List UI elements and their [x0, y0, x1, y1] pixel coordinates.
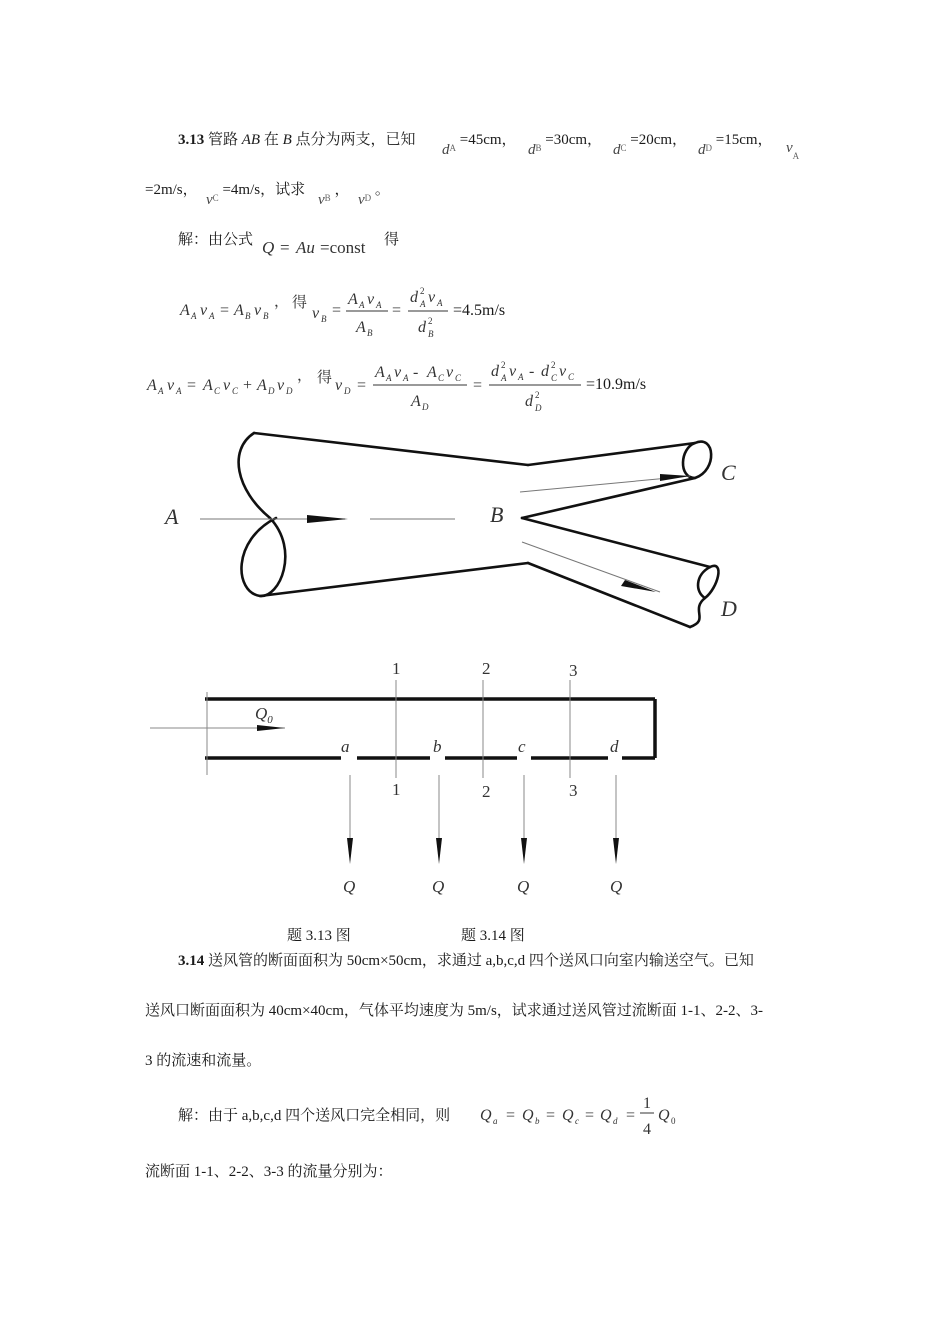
subscript: D: [705, 143, 712, 153]
svg-text:d: d: [491, 363, 499, 380]
pipe-name: AB: [241, 132, 261, 148]
caption-fig314: 题 3.14 图: [461, 928, 525, 944]
svg-text:A: A: [501, 373, 507, 383]
formula-equal-flow: [478, 1088, 688, 1140]
svg-text:A: A: [386, 373, 392, 383]
svg-text:A: A: [234, 302, 244, 319]
svg-text:A: A: [411, 393, 421, 410]
outflow-arrow-b: [436, 838, 442, 864]
result-vD: [586, 376, 646, 394]
section-top-2: 2: [482, 659, 491, 678]
separator: ，: [334, 182, 350, 198]
svg-text:得: 得: [292, 295, 308, 311]
svg-text:A: A: [427, 364, 437, 381]
svg-text:A: A: [376, 300, 382, 310]
inlet-outline: [239, 433, 286, 596]
svg-text:B: B: [321, 314, 327, 324]
svg-text:=: =: [280, 238, 290, 257]
svg-text:d: d: [541, 363, 549, 380]
outflow-label-b: Q: [432, 877, 445, 896]
problem-314-line3: 3 的流速和流量。: [145, 1053, 262, 1069]
svg-text:+: +: [243, 377, 253, 394]
symbol: v: [358, 192, 365, 208]
text: 点分为两支，已知: [295, 132, 416, 148]
svg-text:D: D: [286, 386, 293, 396]
svg-text:=const: =const: [320, 238, 366, 257]
svg-text:B: B: [263, 311, 269, 321]
symbol: d: [698, 142, 706, 158]
svg-text:d: d: [410, 289, 418, 306]
problem-314-last-line: 流断面 1-1、2-2、3-3 的流量分别为：: [145, 1164, 393, 1180]
label-c: C: [721, 460, 736, 485]
svg-text:A: A: [375, 364, 385, 381]
outflow-arrow-a: [347, 838, 353, 864]
svg-text:v: v: [167, 377, 175, 394]
svg-text:2: 2: [501, 360, 506, 370]
svg-text:，: ，: [274, 294, 290, 310]
svg-text:c: c: [575, 1116, 579, 1126]
problem-313-line2: [145, 178, 198, 199]
solution-313-suffix: [384, 228, 399, 249]
outlet-c-outline: [683, 442, 711, 478]
svg-text:D: D: [344, 386, 351, 396]
svg-text:A: A: [359, 300, 365, 310]
svg-text:，: ，: [297, 368, 313, 384]
figure-313-pipe: [150, 420, 770, 645]
svg-text:A: A: [158, 386, 164, 396]
outlet-label-b: b: [433, 737, 442, 756]
svg-text:Q: Q: [262, 238, 275, 257]
symbol: d: [613, 142, 621, 158]
svg-text:A: A: [403, 373, 409, 383]
given-dB: [528, 128, 603, 158]
label-b: B: [490, 502, 504, 527]
svg-text:v: v: [335, 377, 343, 394]
given-vA-symbol: [786, 140, 800, 161]
svg-text:v: v: [509, 363, 517, 380]
svg-text:A: A: [180, 302, 190, 319]
value: =20cm，: [630, 132, 688, 148]
svg-text:1: 1: [643, 1095, 651, 1112]
svg-text:v: v: [559, 363, 567, 380]
svg-text:v: v: [223, 377, 231, 394]
svg-text:2: 2: [420, 286, 425, 296]
svg-text:Q: Q: [562, 1107, 574, 1124]
svg-text:B: B: [428, 329, 434, 339]
subscript: A: [449, 143, 456, 153]
symbol: v: [786, 140, 793, 156]
value: =4.5m/s: [453, 302, 506, 319]
svg-text:-: -: [529, 363, 535, 380]
svg-text:A: A: [437, 298, 443, 308]
svg-text:-: -: [413, 364, 419, 381]
subscript: C: [212, 193, 219, 203]
svg-text:0: 0: [671, 1116, 676, 1126]
svg-text:v: v: [254, 302, 262, 319]
symbol: d: [528, 142, 536, 158]
svg-text:=: =: [332, 302, 342, 319]
svg-text:=: =: [220, 302, 230, 319]
svg-text:d: d: [525, 393, 533, 410]
outflow-arrow-d: [613, 838, 619, 864]
svg-text:=: =: [506, 1107, 516, 1124]
symbol: d: [442, 142, 450, 158]
svg-text:C: C: [455, 373, 462, 383]
outlet-label-c: c: [518, 737, 526, 756]
svg-text:=: =: [585, 1107, 595, 1124]
svg-text:=: =: [546, 1107, 556, 1124]
svg-text:Q: Q: [480, 1107, 492, 1124]
value: =2m/s，: [145, 182, 198, 198]
svg-text:C: C: [214, 386, 221, 396]
label-q0: $Q_0$: [255, 704, 273, 726]
svg-text:=: =: [473, 377, 483, 394]
svg-text:d: d: [613, 1116, 618, 1126]
text: 在: [263, 132, 279, 148]
svg-text:A: A: [147, 377, 157, 394]
svg-text:B: B: [367, 328, 373, 338]
svg-text:C: C: [438, 373, 445, 383]
svg-text:Q: Q: [522, 1107, 534, 1124]
section-bottom-3: 3: [569, 781, 578, 800]
svg-text:=: =: [626, 1107, 636, 1124]
svg-text:d: d: [418, 319, 426, 336]
svg-text:a: a: [493, 1116, 498, 1126]
svg-text:v: v: [200, 302, 208, 319]
subscript: D: [364, 193, 372, 203]
svg-text:A: A: [518, 372, 524, 382]
svg-text:A: A: [191, 311, 197, 321]
svg-text:2: 2: [535, 390, 540, 400]
flow-arrow-a: [307, 515, 348, 523]
value: =15cm，: [715, 132, 773, 148]
outflow-label-d: Q: [610, 877, 623, 896]
given-vC: [206, 178, 306, 208]
svg-text:B: B: [245, 311, 251, 321]
svg-text:得: 得: [317, 370, 333, 386]
svg-text:C: C: [232, 386, 239, 396]
separator: 。: [374, 182, 390, 198]
value: =45cm，: [459, 132, 517, 148]
svg-text:2: 2: [428, 316, 433, 326]
label-d: D: [721, 596, 737, 621]
svg-text:v: v: [446, 364, 454, 381]
given-dD: [698, 128, 773, 158]
svg-text:=: =: [357, 377, 367, 394]
svg-text:=: =: [187, 377, 197, 394]
point-name: B: [282, 132, 292, 148]
outflow-label-a: Q: [343, 877, 356, 896]
svg-text:A: A: [176, 386, 182, 396]
svg-text:A: A: [257, 377, 267, 394]
subscript: C: [620, 143, 627, 153]
svg-text:=: =: [392, 302, 402, 319]
unknown-vB: [318, 178, 350, 208]
svg-text:v: v: [277, 377, 285, 394]
solution-314-intro: 解：由于 a,b,c,d 四个送风口完全相同，则: [178, 1108, 451, 1124]
section-top-3: 3: [569, 661, 578, 680]
svg-text:Q: Q: [600, 1107, 612, 1124]
text: 管路: [208, 132, 239, 148]
subscript: B: [535, 143, 542, 153]
svg-text:v: v: [312, 305, 320, 322]
svg-text:4: 4: [643, 1121, 651, 1138]
problem-number: 3.14: [178, 953, 205, 969]
solution-313-intro: [178, 228, 253, 249]
problem-number: 3.13: [178, 132, 205, 148]
subscript: B: [324, 193, 331, 203]
equation-vD: [145, 358, 605, 418]
given-dA: [442, 128, 517, 158]
symbol: v: [206, 192, 213, 208]
text: 解：由公式: [178, 232, 254, 248]
unknown-vD: [358, 178, 390, 208]
svg-text:A: A: [420, 299, 426, 309]
svg-text:2: 2: [551, 360, 556, 370]
symbol: v: [318, 192, 325, 208]
problem-314-line1: [178, 949, 754, 970]
value: =30cm，: [545, 132, 603, 148]
svg-text:D: D: [268, 386, 275, 396]
svg-text:A: A: [356, 319, 366, 336]
svg-text:D: D: [422, 402, 429, 412]
caption-fig313: 题 3.13 图: [287, 928, 351, 944]
svg-text:A: A: [203, 377, 213, 394]
outflow-label-c: Q: [517, 877, 530, 896]
problem-313-line1: [178, 128, 416, 149]
label-a: A: [165, 504, 179, 529]
svg-text:v: v: [428, 289, 436, 306]
svg-text:A: A: [209, 311, 215, 321]
outlet-label-a: a: [341, 737, 350, 756]
outflow-arrow-c: [521, 838, 527, 864]
problem-314-line2: 送风口断面面积为 40cm×40cm，气体平均速度为 5m/s，试求通过送风管过流断面 1-1、2-2、3-: [145, 1003, 764, 1019]
svg-text:D: D: [535, 403, 542, 413]
svg-text:C: C: [568, 372, 575, 382]
subscript: A: [792, 151, 800, 161]
text: 得: [384, 232, 400, 248]
text: 送风管的断面面积为 50cm×50cm，求通过 a,b,c,d 四个送风口向室内输送空气。已知: [208, 953, 754, 969]
svg-text:A: A: [348, 291, 358, 308]
flow-arrow-d: [621, 580, 656, 592]
svg-text:Au: Au: [296, 238, 315, 257]
section-top-1: 1: [392, 659, 401, 678]
result-vB: [453, 302, 505, 320]
svg-text:v: v: [367, 291, 375, 308]
section-bottom-2: 2: [482, 782, 491, 801]
svg-text:C: C: [551, 373, 558, 383]
figure-314-duct: [145, 650, 675, 900]
svg-text:Q: Q: [658, 1107, 670, 1124]
svg-text:b: b: [535, 1116, 540, 1126]
given-dC: [613, 128, 688, 158]
outlet-label-d: d: [610, 737, 619, 756]
svg-text:v: v: [394, 364, 402, 381]
section-bottom-1: 1: [392, 780, 401, 799]
value: =4m/s，试求: [222, 182, 306, 198]
value: =10.9m/s: [586, 376, 647, 393]
